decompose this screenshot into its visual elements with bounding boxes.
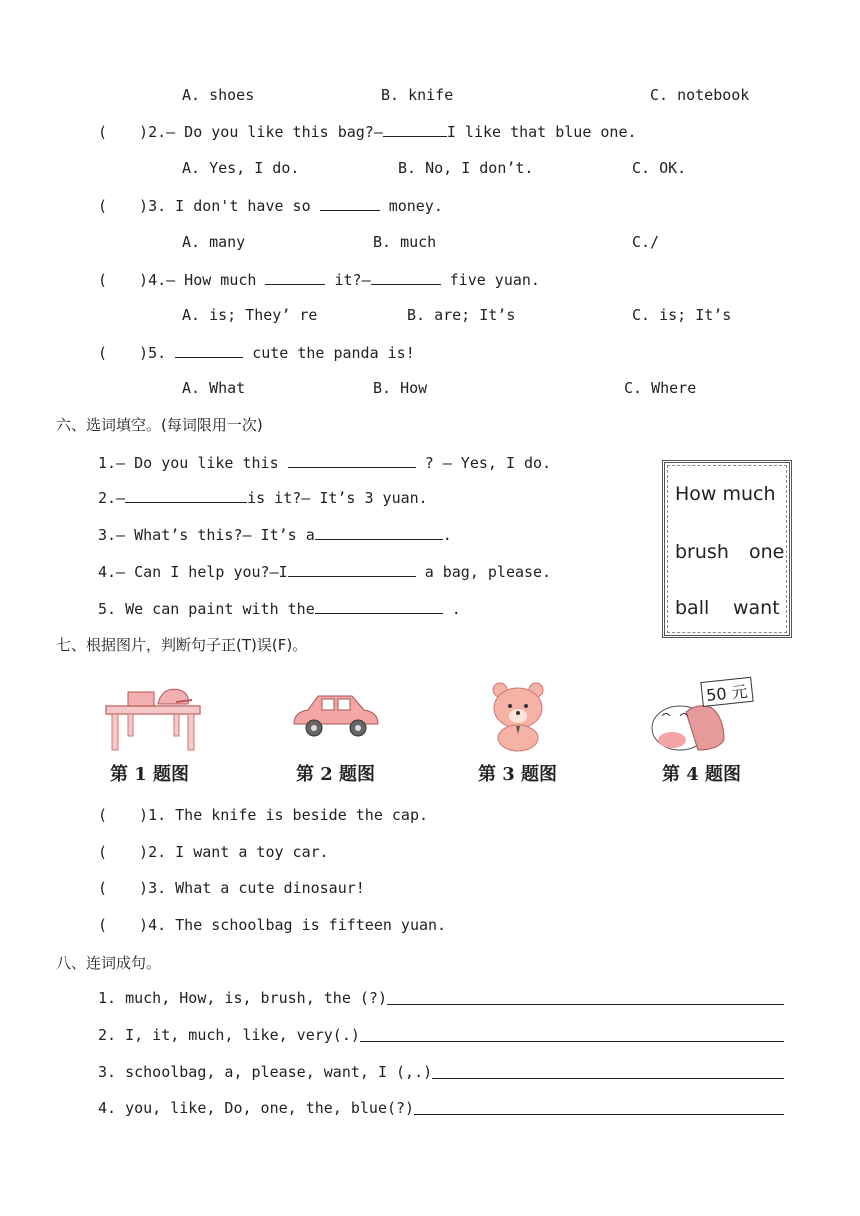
q1-option-c: C. notebook	[650, 86, 750, 104]
q4-option-c: C. is; It’s	[632, 306, 732, 324]
fill-blank[interactable]	[315, 599, 443, 614]
answer-paren-open: (	[98, 271, 108, 289]
q1-option-b: B. knife	[381, 86, 454, 104]
section-8-title: 八、连词成句。	[56, 954, 162, 972]
table-with-cap-image	[98, 680, 208, 752]
answer-paren-open: (	[98, 344, 108, 362]
item-text-post: ? — Yes, I do.	[424, 454, 552, 472]
teddy-bear-image	[486, 680, 550, 752]
word-bank-item: want	[733, 597, 780, 619]
q4-row	[98, 270, 540, 289]
answer-paren-open: (	[98, 197, 108, 215]
word-bank-item: brush	[675, 541, 729, 563]
answer-paren-close: )	[139, 843, 149, 861]
section8-item-1	[98, 989, 784, 1007]
q3-row	[98, 196, 443, 215]
answer-paren-close: )	[139, 879, 149, 897]
q2-option-a: A. Yes, I do.	[182, 159, 300, 177]
fill-blank[interactable]	[383, 122, 447, 137]
scrambled-words: 2. I, it, much, like, very(.)	[98, 1026, 360, 1044]
q3-option-c: C./	[632, 233, 660, 251]
fill-blank[interactable]	[175, 343, 243, 358]
question-text-post: money.	[388, 197, 443, 215]
scrambled-words: 4. you, like, Do, one, the, blue(?)	[98, 1099, 415, 1117]
word-bank-item: How much	[675, 483, 776, 505]
item-text-pre: 4.— Can I help you?—I	[98, 563, 288, 581]
answer-paren-close: )	[139, 806, 149, 824]
answer-paren-open: (	[98, 843, 108, 861]
answer-paren-close: )	[139, 123, 149, 141]
answer-paren-open: (	[98, 879, 108, 897]
answer-paren-close: )	[139, 344, 149, 362]
section6-item-1	[98, 453, 551, 472]
answer-line[interactable]	[414, 1099, 784, 1115]
item-text-pre: 1.— Do you like this	[98, 454, 279, 472]
answer-line[interactable]	[360, 1026, 784, 1042]
q5-option-a: A. What	[182, 379, 246, 397]
question-number: 3.	[148, 197, 167, 215]
answer-paren-close: )	[139, 197, 149, 215]
answer-paren-open: (	[98, 806, 108, 824]
q4-option-b: B. are; It’s	[407, 306, 516, 324]
toy-car-image	[288, 688, 384, 744]
section-6-title: 六、选词填空。(每词限用一次)	[56, 416, 263, 434]
answer-paren-close: )	[139, 916, 149, 934]
q3-option-b: B. much	[373, 233, 437, 251]
section6-item-2	[98, 488, 428, 507]
question-number: 4.	[148, 271, 167, 289]
fill-blank[interactable]	[288, 453, 416, 468]
section-7-title: 七、根据图片，判断句子正(T)误(F)。	[56, 636, 308, 654]
statement-text: 1. The knife is beside the cap.	[148, 806, 429, 824]
statement-text: 2. I want a toy car.	[148, 843, 329, 861]
word-bank-item: ball	[675, 597, 710, 619]
section7-item-2	[98, 843, 329, 861]
statement-text: 3. What a cute dinosaur!	[148, 879, 365, 897]
question-text-post: five yuan.	[449, 271, 540, 289]
q2-option-c: C. OK.	[632, 159, 687, 177]
question-text-mid: it?—	[334, 271, 371, 289]
price-tag-text: 50 元	[705, 681, 749, 706]
q3-option-a: A. many	[182, 233, 246, 251]
section7-item-1	[98, 806, 428, 824]
answer-line[interactable]	[387, 989, 784, 1005]
section7-item-4	[98, 916, 446, 934]
fill-blank[interactable]	[288, 562, 416, 577]
item-text-post: a bag, please.	[424, 563, 552, 581]
item-text-pre: 3.— What’s this?— It’s a	[98, 526, 315, 544]
q5-option-b: B. How	[373, 379, 428, 397]
schoolbag-image	[650, 676, 754, 756]
item-text-post: is it?— It’s 3 yuan.	[247, 489, 428, 507]
picture-caption-1: 第 1 题图	[110, 764, 190, 785]
section7-item-3	[98, 879, 365, 897]
section6-item-5	[98, 599, 461, 618]
section6-item-3	[98, 525, 452, 544]
word-bank-item: one	[749, 541, 785, 563]
question-text-pre: — Do you like this bag?—	[166, 123, 383, 141]
picture-caption-4: 第 4 题图	[662, 764, 742, 785]
picture-caption-3: 第 3 题图	[478, 764, 558, 785]
question-text-post: cute the panda is!	[252, 344, 415, 362]
fill-blank[interactable]	[320, 196, 380, 211]
fill-blank[interactable]	[315, 525, 443, 540]
q5-option-c: C. Where	[624, 379, 697, 397]
question-text-pre: I don't have so	[175, 197, 311, 215]
q1-option-a: A. shoes	[182, 86, 255, 104]
q2-option-b: B. No, I don’t.	[398, 159, 534, 177]
item-text-pre: 5. We can paint with the	[98, 600, 315, 618]
section8-item-4	[98, 1099, 784, 1117]
fill-blank[interactable]	[371, 270, 441, 285]
question-number: 5.	[148, 344, 167, 362]
picture-caption-2: 第 2 题图	[296, 764, 376, 785]
q2-row	[98, 122, 637, 141]
question-text-pre: — How much	[166, 271, 257, 289]
fill-blank[interactable]	[265, 270, 325, 285]
section8-item-3	[98, 1063, 784, 1081]
item-text-post: .	[442, 526, 452, 544]
answer-line[interactable]	[432, 1063, 784, 1079]
question-number: 2.	[148, 123, 167, 141]
statement-text: 4. The schoolbag is fifteen yuan.	[148, 916, 447, 934]
item-text-pre: 2.—	[98, 489, 126, 507]
q5-row	[98, 343, 415, 362]
section6-item-4	[98, 562, 551, 581]
scrambled-words: 3. schoolbag, a, please, want, I (,.)	[98, 1063, 433, 1081]
answer-paren-close: )	[139, 271, 149, 289]
word-bank-box	[662, 460, 792, 638]
section8-item-2	[98, 1026, 784, 1044]
fill-blank[interactable]	[125, 488, 247, 503]
item-text-post: .	[451, 600, 461, 618]
answer-paren-open: (	[98, 123, 108, 141]
question-text-post: I like that blue one.	[446, 123, 637, 141]
answer-paren-open: (	[98, 916, 108, 934]
scrambled-words: 1. much, How, is, brush, the (?)	[98, 989, 387, 1007]
q4-option-a: A. is; They’ re	[182, 306, 318, 324]
